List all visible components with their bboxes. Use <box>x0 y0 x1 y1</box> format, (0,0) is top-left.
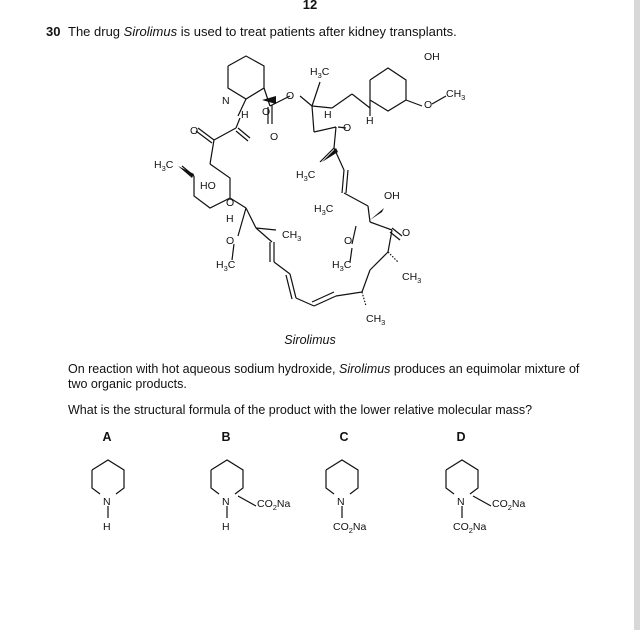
svg-text:O: O <box>286 90 295 102</box>
option-a-ring <box>92 460 124 494</box>
svg-text:CH3: $CH_3$ <box>282 229 302 243</box>
structure-caption: Sirolimus <box>284 333 336 347</box>
option-d-letter[interactable]: D <box>456 430 466 444</box>
svg-text:H3C: $H_3C$ <box>154 159 174 173</box>
svg-text:CO2Na: $CO_2Na$ <box>453 521 487 535</box>
svg-text:OH: OH <box>384 190 400 202</box>
svg-text:O: O <box>402 227 411 239</box>
svg-text:N: N <box>222 95 230 107</box>
svg-text:H: H <box>222 521 230 533</box>
svg-text:HO: HO <box>200 180 216 192</box>
svg-text:H3C: $H_3C$ <box>296 169 316 183</box>
svg-text:H3C: $H_3C$ <box>216 259 236 273</box>
svg-text:N: N <box>337 496 345 508</box>
svg-text:CO2Na: $CO_2Na$ <box>492 498 526 512</box>
svg-text:H3C: $H_3C$ <box>314 203 334 217</box>
svg-text:O: O <box>190 125 199 137</box>
svg-text:H: H <box>103 521 111 533</box>
svg-text:N: N <box>457 496 465 508</box>
svg-text:H3C: $H_3C$ <box>332 259 352 273</box>
reaction-statement: On reaction with hot aqueous sodium hydroxide, Sirolimus produces an equimolar mixture of two organic products. <box>68 362 580 391</box>
svg-text:CO2Na: $CO_2Na$ <box>257 498 291 512</box>
svg-text:O: O <box>344 235 353 247</box>
option-a-letter[interactable]: A <box>102 430 112 444</box>
svg-text:CO2Na: $CO_2Na$ <box>333 521 367 535</box>
svg-text:H: H <box>241 109 249 121</box>
svg-text:H: H <box>366 115 374 127</box>
option-b-letter[interactable]: B <box>221 430 231 444</box>
svg-text:CH3: $CH_3$ <box>366 313 386 327</box>
svg-text:N: N <box>103 496 111 508</box>
question-number: 30 <box>46 24 61 39</box>
option-c-letter[interactable]: C <box>339 430 349 444</box>
svg-text:N: N <box>222 496 230 508</box>
svg-text:O: O <box>270 131 279 143</box>
svg-text:O: O <box>226 235 235 247</box>
svg-text:CH3: $CH_3$ <box>446 88 466 102</box>
svg-text:O: O <box>343 122 352 134</box>
svg-text:O: O <box>424 99 433 111</box>
page-number: 12 <box>302 0 318 12</box>
question-prompt: What is the structural formula of the product with the lower relative molecular mass? <box>68 403 533 417</box>
svg-text:CH3: $CH_3$ <box>402 271 422 285</box>
svg-text:O: O <box>262 106 271 118</box>
svg-text:OH: OH <box>424 51 440 63</box>
svg-text:H3C: $H_3C$ <box>310 66 330 80</box>
svg-text:H: H <box>324 109 332 121</box>
question-intro: The drug Sirolimus is used to treat patients after kidney transplants. <box>68 24 457 39</box>
svg-text:H: H <box>226 213 234 225</box>
svg-text:O: O <box>226 197 235 209</box>
